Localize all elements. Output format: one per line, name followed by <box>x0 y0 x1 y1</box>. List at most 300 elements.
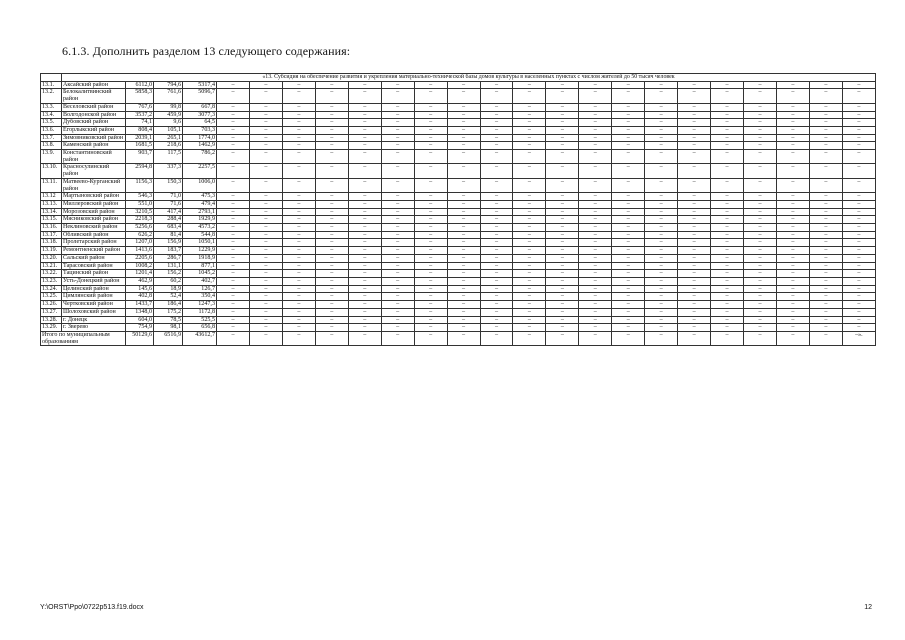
dash-cell: – <box>678 208 711 216</box>
municipality-name: Пролетарский район <box>62 239 126 247</box>
dash-cell: – <box>348 224 381 232</box>
total-amount: 767,6 <box>126 103 154 111</box>
dash-cell: – <box>612 126 645 134</box>
dash-cell: – <box>348 254 381 262</box>
dash-cell: – <box>447 301 480 309</box>
dash-cell: – <box>711 231 744 239</box>
municipality-name: Константиновский район <box>62 150 126 164</box>
amount-3: 1918,9 <box>183 254 217 262</box>
dash-cell: – <box>711 150 744 164</box>
municipality-name: Егорлыкский район <box>62 126 126 134</box>
dash-cell: – <box>447 324 480 332</box>
table-row <box>41 134 876 142</box>
dash-cell: – <box>414 134 447 142</box>
dash-cell: – <box>744 119 777 127</box>
dash-cell: – <box>612 164 645 178</box>
dash-cell: – <box>678 262 711 270</box>
dash-cell: – <box>282 164 315 178</box>
dash-cell: – <box>546 193 579 201</box>
dash-cell: – <box>711 126 744 134</box>
dash-cell: – <box>678 231 711 239</box>
dash-cell: – <box>546 111 579 119</box>
dash-cell: – <box>348 277 381 285</box>
dash-cell: – <box>480 103 513 111</box>
table-row <box>41 247 876 255</box>
dash-cell: – <box>678 142 711 150</box>
dash-cell: – <box>645 89 678 103</box>
dash-cell: – <box>678 254 711 262</box>
dash-cell: – <box>381 224 414 232</box>
total-amount: 3537,2 <box>126 111 154 119</box>
dash-cell: – <box>776 324 809 332</box>
dash-cell: – <box>842 285 875 293</box>
amount-2: 71,6 <box>154 200 183 208</box>
amount-2: 265,1 <box>154 134 183 142</box>
dash-cell: – <box>612 178 645 192</box>
dash-cell: – <box>480 324 513 332</box>
dash-cell: – <box>282 231 315 239</box>
dash-cell: – <box>809 216 842 224</box>
row-number: 13.6. <box>41 126 62 134</box>
dash-cell: – <box>842 324 875 332</box>
table-row <box>41 193 876 201</box>
dash-cell: – <box>315 331 348 345</box>
dash-cell: – <box>579 208 612 216</box>
dash-cell: – <box>513 285 546 293</box>
dash-cell: – <box>711 308 744 316</box>
dash-cell: – <box>678 111 711 119</box>
dash-cell: – <box>744 200 777 208</box>
dash-cell: – <box>282 216 315 224</box>
amount-3: 402,7 <box>183 277 217 285</box>
amount-2: 683,4 <box>154 224 183 232</box>
total-amount: 1207,0 <box>126 239 154 247</box>
row-number: 13.24. <box>41 285 62 293</box>
dash-cell: – <box>842 178 875 192</box>
dash-cell: – <box>414 142 447 150</box>
dash-cell: – <box>809 324 842 332</box>
dash-cell: – <box>546 142 579 150</box>
dash-cell: – <box>711 81 744 89</box>
dash-cell: – <box>809 193 842 201</box>
municipality-name: Тарасовский район <box>62 262 126 270</box>
amount-2: 60,2 <box>154 277 183 285</box>
dash-cell: – <box>546 277 579 285</box>
dash-cell: – <box>282 126 315 134</box>
amount-2: 78,5 <box>154 316 183 324</box>
dash-cell: – <box>447 193 480 201</box>
dash-cell: – <box>315 308 348 316</box>
dash-cell: – <box>282 193 315 201</box>
dash-cell: – <box>282 208 315 216</box>
dash-cell: – <box>447 239 480 247</box>
dash-cell: – <box>315 164 348 178</box>
dash-cell: – <box>809 308 842 316</box>
dash-cell: – <box>249 150 282 164</box>
table-row <box>41 89 876 103</box>
dash-cell: – <box>282 103 315 111</box>
dash-cell: – <box>447 178 480 192</box>
footer-file-path: Y:\ORST\Ppo\0722p513.f19.docx <box>40 604 144 611</box>
dash-cell: – <box>381 134 414 142</box>
dash-cell: – <box>842 239 875 247</box>
dash-cell: – <box>744 270 777 278</box>
dash-cell: – <box>776 193 809 201</box>
dash-cell: – <box>809 262 842 270</box>
dash-cell: – <box>217 301 250 309</box>
dash-cell: – <box>513 103 546 111</box>
row-number: 13.8. <box>41 142 62 150</box>
dash-cell: – <box>678 224 711 232</box>
dash-cell: – <box>645 324 678 332</box>
dash-cell: – <box>612 316 645 324</box>
dash-cell: – <box>546 301 579 309</box>
dash-cell: – <box>744 208 777 216</box>
row-number: 13.9. <box>41 150 62 164</box>
table-row <box>41 126 876 134</box>
dash-cell: – <box>842 164 875 178</box>
table-row <box>41 103 876 111</box>
dash-cell: – <box>282 247 315 255</box>
municipality-name: Мартыновский район <box>62 193 126 201</box>
dash-cell: – <box>579 103 612 111</box>
dash-cell: – <box>776 262 809 270</box>
dash-cell: – <box>282 119 315 127</box>
total-amount: 1681,5 <box>126 142 154 150</box>
dash-cell: – <box>480 277 513 285</box>
dash-cell: – <box>579 301 612 309</box>
dash-cell: – <box>414 239 447 247</box>
dash-cell: – <box>513 254 546 262</box>
dash-cell: – <box>414 285 447 293</box>
dash-cell: – <box>645 231 678 239</box>
dash-cell: – <box>348 134 381 142</box>
dash-cell: – <box>414 178 447 192</box>
dash-cell: – <box>809 81 842 89</box>
dash-cell: – <box>414 103 447 111</box>
dash-cell: – <box>348 103 381 111</box>
dash-cell: – <box>579 285 612 293</box>
dash-cell: – <box>217 81 250 89</box>
dash-cell: – <box>480 231 513 239</box>
dash-cell: – <box>776 216 809 224</box>
table-row <box>41 254 876 262</box>
dash-cell: – <box>447 285 480 293</box>
dash-cell: – <box>711 200 744 208</box>
amount-2: 337,3 <box>154 164 183 178</box>
dash-cell: – <box>348 89 381 103</box>
dash-cell: – <box>381 142 414 150</box>
dash-cell: – <box>645 134 678 142</box>
dash-cell: – <box>480 193 513 201</box>
dash-cell: – <box>645 277 678 285</box>
dash-cell: – <box>842 134 875 142</box>
dash-cell: – <box>842 200 875 208</box>
dash-cell: – <box>711 239 744 247</box>
dash-cell: – <box>579 81 612 89</box>
dash-cell: – <box>776 239 809 247</box>
dash-cell: – <box>315 270 348 278</box>
dash-cell: – <box>711 103 744 111</box>
table-row <box>41 119 876 127</box>
dash-cell: – <box>381 285 414 293</box>
dash-cell: – <box>381 119 414 127</box>
table-row <box>41 111 876 119</box>
dash-cell: – <box>249 193 282 201</box>
dash-cell: – <box>744 126 777 134</box>
dash-cell: – <box>480 142 513 150</box>
table-row <box>41 293 876 301</box>
row-number: 13.25. <box>41 293 62 301</box>
dash-cell: – <box>480 293 513 301</box>
table-row <box>41 231 876 239</box>
dash-cell: – <box>447 231 480 239</box>
table-row <box>41 224 876 232</box>
dash-cell: – <box>645 81 678 89</box>
dash-cell: – <box>776 119 809 127</box>
dash-cell: – <box>645 193 678 201</box>
dash-cell: – <box>809 239 842 247</box>
dash-cell: – <box>447 164 480 178</box>
amount-2: 81,4 <box>154 231 183 239</box>
dash-cell: – <box>546 254 579 262</box>
dash-cell: – <box>447 150 480 164</box>
dash-cell: – <box>249 134 282 142</box>
dash-cell: – <box>776 293 809 301</box>
dash-cell: – <box>744 277 777 285</box>
dash-cell: – <box>842 231 875 239</box>
amount-3: 350,4 <box>183 293 217 301</box>
dash-cell: – <box>348 270 381 278</box>
dash-cell: – <box>678 216 711 224</box>
table-row <box>41 308 876 316</box>
dash-cell: – <box>809 178 842 192</box>
row-number: 13.15. <box>41 216 62 224</box>
dash-cell: – <box>645 262 678 270</box>
row-number: 13.21. <box>41 262 62 270</box>
dash-cell: – <box>447 89 480 103</box>
dash-cell: – <box>282 224 315 232</box>
dash-cell: – <box>809 247 842 255</box>
dash-cell: – <box>612 262 645 270</box>
dash-cell: – <box>348 316 381 324</box>
dash-cell: – <box>480 270 513 278</box>
dash-cell: – <box>546 231 579 239</box>
total-amount: 145,6 <box>126 285 154 293</box>
dash-cell: – <box>776 200 809 208</box>
dash-cell: – <box>381 89 414 103</box>
dash-cell: – <box>776 142 809 150</box>
dash-cell: – <box>348 216 381 224</box>
total-label: Итого по муниципальным образованиям <box>41 331 126 345</box>
row-number: 13.14. <box>41 208 62 216</box>
total-amount: 551,0 <box>126 200 154 208</box>
dash-cell: – <box>447 277 480 285</box>
dash-cell: – <box>711 262 744 270</box>
dash-cell: – <box>645 316 678 324</box>
dash-cell: – <box>776 231 809 239</box>
dash-cell: – <box>612 200 645 208</box>
dash-cell: – <box>842 262 875 270</box>
dash-cell: – <box>315 193 348 201</box>
dash-cell: – <box>842 81 875 89</box>
amount-3: 877,1 <box>183 262 217 270</box>
dash-cell: – <box>711 331 744 345</box>
municipality-name: Чертковский район <box>62 301 126 309</box>
dash-cell: – <box>282 150 315 164</box>
total-row <box>41 331 876 345</box>
row-number: 13.23. <box>41 277 62 285</box>
dash-cell: – <box>711 134 744 142</box>
dash-cell: – <box>678 316 711 324</box>
municipality-name: Сальский район <box>62 254 126 262</box>
dash-cell: – <box>249 164 282 178</box>
dash-cell: – <box>447 111 480 119</box>
dash-cell: – <box>217 224 250 232</box>
dash-cell: – <box>809 111 842 119</box>
amount-3: 1229,9 <box>183 247 217 255</box>
dash-cell: – <box>809 285 842 293</box>
dash-cell: – <box>678 150 711 164</box>
dash-cell: – <box>381 331 414 345</box>
dash-cell: – <box>249 239 282 247</box>
table-row <box>41 262 876 270</box>
section-caption: «13. Субсидия на обеспечение развития и укрепления материально-технической базы домов культуры в населенных пунктах с числом жителей до 50 тысяч человек <box>62 74 876 82</box>
dash-cell: – <box>842 208 875 216</box>
amount-2: 150,3 <box>154 178 183 192</box>
dash-cell: – <box>217 178 250 192</box>
dash-cell: – <box>315 134 348 142</box>
dash-cell: – <box>282 239 315 247</box>
dash-cell: – <box>480 150 513 164</box>
amount-3: 1050,1 <box>183 239 217 247</box>
amount-3: 5096,7 <box>183 89 217 103</box>
dash-cell: – <box>678 285 711 293</box>
dash-cell: – <box>776 164 809 178</box>
dash-cell: – <box>414 270 447 278</box>
dash-cell: – <box>612 208 645 216</box>
municipality-name: Волгодонской район <box>62 111 126 119</box>
dash-cell: – <box>480 164 513 178</box>
dash-cell: – <box>842 89 875 103</box>
dash-cell: – <box>711 208 744 216</box>
dash-cell: – <box>579 111 612 119</box>
dash-cell: – <box>513 316 546 324</box>
dash-cell: – <box>217 254 250 262</box>
dash-cell: – <box>776 89 809 103</box>
dash-cell: – <box>414 126 447 134</box>
total-amount: 1008,2 <box>126 262 154 270</box>
dash-cell: – <box>744 308 777 316</box>
dash-cell: – <box>217 111 250 119</box>
dash-cell: – <box>744 247 777 255</box>
municipality-name: Шолоховский район <box>62 308 126 316</box>
amount-2: 288,4 <box>154 216 183 224</box>
total-amount: 2218,3 <box>126 216 154 224</box>
dash-cell: – <box>678 178 711 192</box>
dash-cell: – <box>480 126 513 134</box>
amount-3: 656,8 <box>183 324 217 332</box>
total-amount: 626,2 <box>126 231 154 239</box>
dash-cell: – <box>842 270 875 278</box>
dash-cell: – <box>315 301 348 309</box>
dash-cell: – <box>645 301 678 309</box>
dash-cell: – <box>217 103 250 111</box>
dash-cell: – <box>678 200 711 208</box>
dash-cell: – <box>282 293 315 301</box>
dash-cell: – <box>579 254 612 262</box>
dash-cell: – <box>513 239 546 247</box>
dash-cell: – <box>809 331 842 345</box>
dash-cell: – <box>809 150 842 164</box>
dash-cell: – <box>776 301 809 309</box>
dash-cell: – <box>513 308 546 316</box>
amount-2: 218,6 <box>154 142 183 150</box>
dash-cell: – <box>711 216 744 224</box>
amount-2: 286,7 <box>154 254 183 262</box>
dash-cell: – <box>480 208 513 216</box>
amount-3: 2793,1 <box>183 208 217 216</box>
dash-cell: – <box>612 134 645 142</box>
total-amount: 50129,6 <box>126 331 154 345</box>
dash-cell: – <box>414 301 447 309</box>
dash-cell: – <box>381 262 414 270</box>
dash-cell: – <box>217 316 250 324</box>
dash-cell: – <box>447 316 480 324</box>
dash-cell: – <box>414 308 447 316</box>
dash-cell: – <box>282 301 315 309</box>
dash-cell: – <box>546 316 579 324</box>
dash-cell: – <box>579 216 612 224</box>
dash-cell: – <box>513 231 546 239</box>
dash-cell: – <box>480 216 513 224</box>
municipality-name: Морозовский район <box>62 208 126 216</box>
table-row <box>41 316 876 324</box>
dash-cell: – <box>579 164 612 178</box>
amount-3: 5317,4 <box>183 81 217 89</box>
dash-cell: – <box>282 89 315 103</box>
dash-cell: – <box>381 208 414 216</box>
amount-2: 459,9 <box>154 111 183 119</box>
municipality-name: Каменский район <box>62 142 126 150</box>
dash-cell: – <box>579 277 612 285</box>
dash-cell: – <box>381 193 414 201</box>
dash-cell: – <box>513 193 546 201</box>
dash-cell: – <box>348 247 381 255</box>
dash-cell: – <box>217 285 250 293</box>
dash-cell: – <box>513 208 546 216</box>
dash-cell: – <box>645 254 678 262</box>
amount-2: 18,9 <box>154 285 183 293</box>
total-amount: 3210,5 <box>126 208 154 216</box>
dash-cell: – <box>744 142 777 150</box>
dash-cell: – <box>315 81 348 89</box>
dash-cell: – <box>381 301 414 309</box>
amount-2: 417,4 <box>154 208 183 216</box>
row-number: 13.7. <box>41 134 62 142</box>
dash-cell: – <box>513 247 546 255</box>
dash-cell: – <box>249 103 282 111</box>
dash-cell: – <box>612 301 645 309</box>
dash-cell: – <box>744 301 777 309</box>
dash-cell: – <box>546 89 579 103</box>
dash-cell: – <box>480 254 513 262</box>
dash-cell: – <box>249 231 282 239</box>
dash-cell: – <box>282 316 315 324</box>
municipality-name: Аксайский район <box>62 81 126 89</box>
total-amount: 6112,0 <box>126 81 154 89</box>
dash-cell: – <box>414 81 447 89</box>
